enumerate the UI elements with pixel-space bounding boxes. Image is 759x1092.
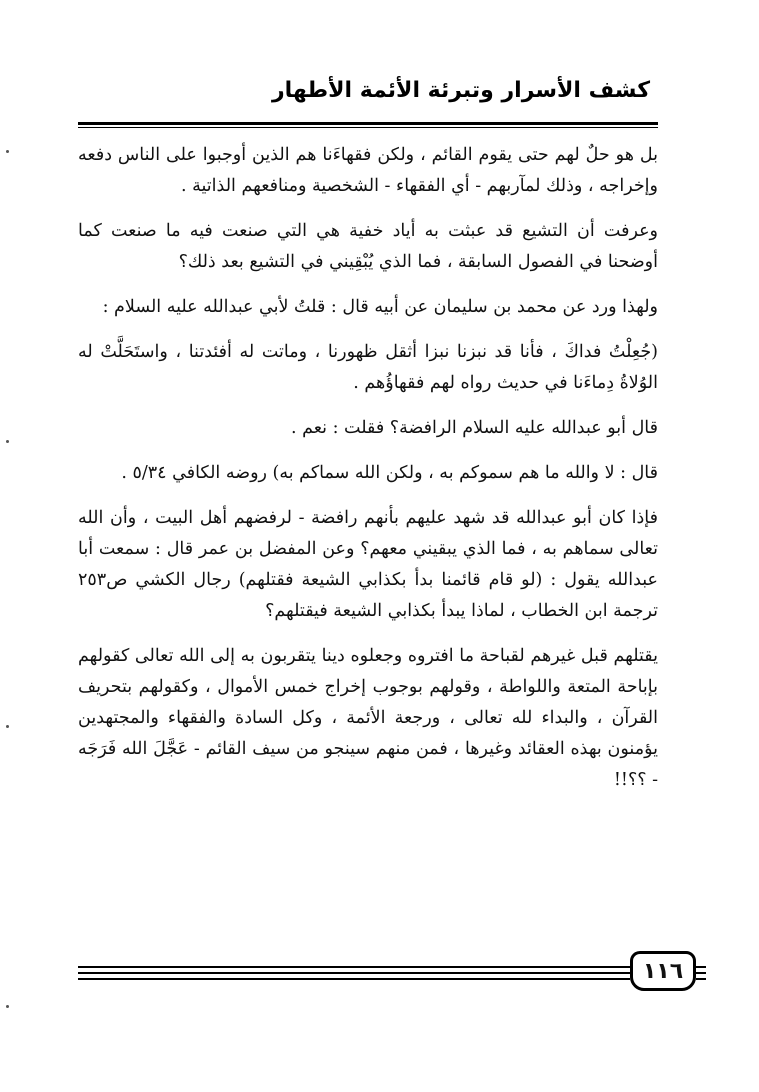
scan-mark [6, 725, 9, 728]
footer-rule [78, 966, 630, 968]
page-number: ١١٦ [630, 951, 696, 991]
footer-rule [696, 966, 706, 968]
paragraph: فإذا كان أبو عبدالله قد شهد عليهم بأنهم رافضة - لرفضهم أهل البيت ، وأن الله تعالى سماهم به ، فما الذي يبقيني معهم؟ وعن المفضل بن عمر قال : سمعت أبا عبدالله يقول : (لو قام قائمنا بدأ بكذابي الشيعة فقتلهم) رجال الكشي ص٢٥٣ ترجمة ابن الخطاب ، لماذا يبدأ بكذابي الشيعة فيقتلهم؟ [78, 508, 658, 621]
footer-rule [78, 978, 630, 980]
scan-mark [6, 1005, 9, 1008]
body-text [78, 140, 658, 810]
book-title: كشف الأسرار وتبرئة الأئمة الأطهار [271, 78, 650, 103]
header-rule-thin [78, 127, 658, 128]
running-header [78, 68, 658, 126]
footer-rule [696, 972, 706, 974]
paragraph: يقتلهم قبل غيرهم لقباحة ما افتروه وجعلوه دينا يتقربون به إلى الله تعالى كقولهم بإباحة المتعة واللواطة ، وقولهم بوجوب إخراج خمس الأموال ، وكقولهم بتحريف القرآن ، والبداء لله تعالى ، ورجعة الأئمة ، وكل السادة والفقهاء والمجتهدين يؤمنون بهذه العقائد وغيرها ، فمن منهم سينجو من سيف القائم - عَجَّلَ الله فَرَجَه - ؟؟!! [78, 646, 658, 790]
header-rule-thick [78, 122, 658, 125]
scan-mark [6, 440, 9, 443]
scan-mark [6, 150, 9, 153]
quote-paragraph: قال : لا والله ما هم سموكم به ، ولكن الله سماكم به) روضه الكافي ٥/٣٤ . [121, 463, 658, 483]
paragraph: بل هو حلٌ لهم حتى يقوم القائم ، ولكن فقهاءَنا هم الذين أوجبوا على الناس دفعه وإخراجه ، وذلك لمآربهم - أي الفقهاء - الشخصية ومنافعهم الذاتية . [78, 145, 658, 196]
footer-rule [696, 978, 706, 980]
quote-paragraph: قال أبو عبدالله عليه السلام الرافضة؟ فقلت : نعم . [290, 418, 658, 438]
page-footer [78, 948, 684, 998]
quote-paragraph: (جُعِلْتُ فداكَ ، فأنا قد نبزنا نبزا أثقل ظهورنا ، وماتت له أفئدتنا ، واستَحَلَّتْ له الوُلاةُ دِماءَنا في حديث رواه لهم فقهاؤُهم . [78, 342, 658, 393]
footer-rule [78, 972, 630, 974]
paragraph: وعرفت أن التشيع قد عبثت به أياد خفية هي التي صنعت فيه ما صنعت كما أوضحنا في الفصول السابقة ، فما الذي يُبْقِيني في التشيع بعد ذلك؟ [78, 221, 658, 272]
paragraph: ولهذا ورد عن محمد بن سليمان عن أبيه قال : قلتُ لأبي عبدالله عليه السلام : [102, 297, 658, 317]
